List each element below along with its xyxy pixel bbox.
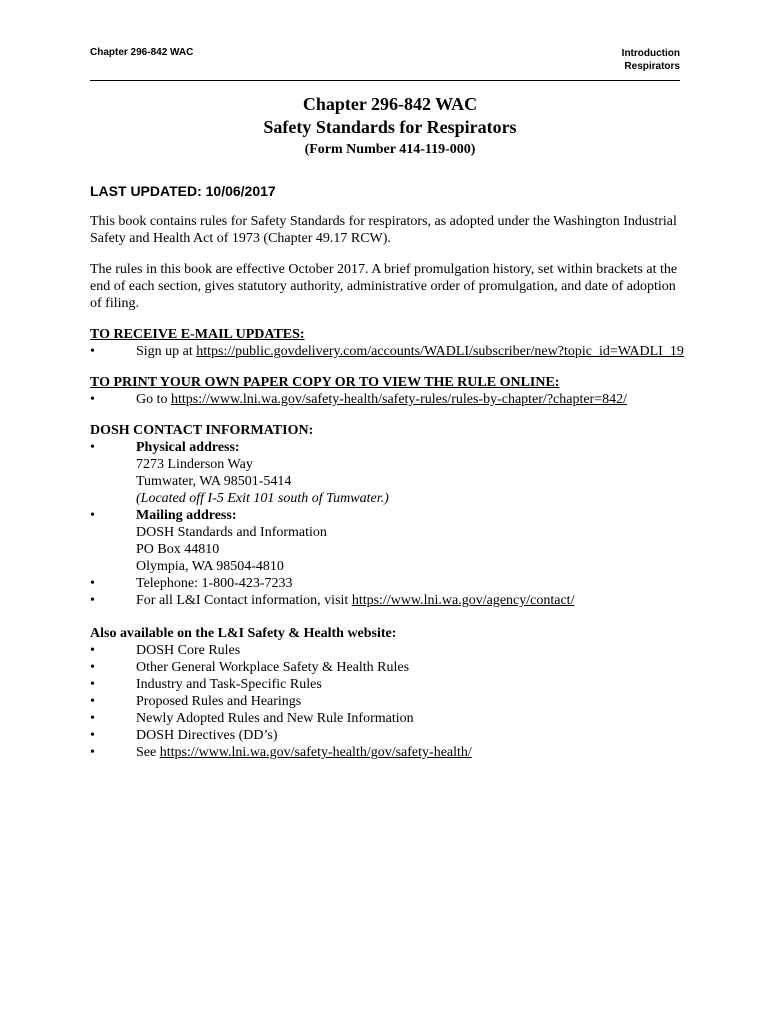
email-list (90, 343, 690, 360)
header-section-label: Introduction (621, 48, 680, 59)
print-list (90, 391, 690, 408)
physical-address-city: Tumwater, WA 98501-5414 (136, 474, 292, 489)
also-available-list (90, 642, 690, 761)
available-item: Newly Adopted Rules and New Rule Information (136, 711, 414, 726)
physical-address-street: 7273 Linderson Way (136, 457, 253, 472)
available-item: DOSH Directives (DD’s) (136, 728, 278, 743)
title-block (90, 93, 690, 159)
bullet-icon: • (90, 576, 95, 591)
bullet-icon: • (90, 392, 95, 407)
agency-contact-link[interactable]: https://www.lni.wa.gov/agency/contact/ (351, 593, 575, 608)
list-item (90, 343, 690, 360)
also-available-heading: Also available on the L&I Safety & Health website: (90, 626, 397, 641)
email-updates-heading: TO RECEIVE E-MAIL UPDATES: (90, 327, 305, 342)
list-item (90, 727, 690, 744)
bullet-icon: • (90, 344, 95, 359)
header-divider (90, 80, 680, 81)
list-item (90, 391, 690, 408)
bullet-icon: • (90, 508, 95, 523)
list-item (90, 744, 690, 761)
physical-address-label: Physical address: (136, 440, 240, 455)
bullet-icon: • (90, 694, 95, 709)
mailing-address-city: Olympia, WA 98504-4810 (136, 559, 284, 574)
header-topic-label: Respirators (624, 61, 680, 72)
available-item: Industry and Task-Specific Rules (136, 677, 322, 692)
running-header-right (622, 47, 680, 73)
list-item (90, 693, 690, 710)
intro-paragraph-1: This book contains rules for Safety Standards for respirators, as adopted under the Washington Industrial Safety and Health Act of 1973 (Chapter 49.17 RCW). (90, 214, 677, 246)
bullet-icon: • (90, 728, 95, 743)
available-item: Other General Workplace Safety & Health Rules (136, 660, 410, 675)
available-item: Proposed Rules and Hearings (136, 694, 302, 709)
contact-heading: DOSH CONTACT INFORMATION: (90, 423, 314, 438)
contact-info-prefix: For all L&I Contact information, visit (136, 593, 352, 608)
telephone-text: Telephone: 1-800-423-7233 (136, 576, 293, 591)
list-item (90, 676, 690, 693)
bullet-icon: • (90, 440, 95, 455)
safety-health-link[interactable]: https://www.lni.wa.gov/safety-health/gov/safety-health/ (159, 745, 472, 760)
last-updated: LAST UPDATED: 10/06/2017 (90, 183, 276, 199)
list-item (90, 659, 690, 676)
bullet-icon: • (90, 660, 95, 675)
intro-paragraph-2: The rules in this book are effective October 2017. A brief promulgation history, set within brackets at the end of each section, gives statutory authority, administrative order of promulgation, and date of adoption of filing. (90, 262, 678, 311)
list-item-contact-info (90, 592, 690, 609)
document-body (90, 93, 690, 761)
chapter-title: Chapter 296-842 WAC (302, 94, 478, 114)
list-item (90, 642, 690, 659)
list-item (90, 710, 690, 727)
signup-prefix: Sign up at (136, 344, 197, 359)
physical-address-note: (Located off I-5 Exit 101 south of Tumwater.) (136, 491, 389, 506)
form-number: (Form Number 414-119-000) (304, 142, 476, 157)
contact-list (90, 439, 690, 609)
list-item-telephone (90, 575, 690, 592)
bullet-icon: • (90, 643, 95, 658)
rules-by-chapter-link[interactable]: https://www.lni.wa.gov/safety-health/safety-rules/rules-by-chapter/?chapter=842/ (171, 392, 628, 407)
mailing-address-pobox: PO Box 44810 (136, 542, 220, 557)
bullet-icon: • (90, 745, 95, 760)
mailing-address-label: Mailing address: (136, 508, 237, 523)
govdelivery-link[interactable]: https://public.govdelivery.com/accounts/WADLI/subscriber/new?topic_id=WADLI_19 (196, 344, 684, 359)
available-item: DOSH Core Rules (136, 643, 241, 658)
bullet-icon: • (90, 711, 95, 726)
bullet-icon: • (90, 677, 95, 692)
bullet-icon: • (90, 593, 95, 608)
list-item-physical-address (90, 439, 690, 507)
goto-prefix: Go to (136, 392, 171, 407)
print-copy-heading: TO PRINT YOUR OWN PAPER COPY OR TO VIEW THE RULE ONLINE: (90, 375, 560, 390)
running-header-left: Chapter 296-842 WAC (90, 47, 194, 58)
see-prefix: See (136, 745, 160, 760)
mailing-address-org: DOSH Standards and Information (136, 525, 327, 540)
list-item-mailing-address (90, 507, 690, 575)
document-title: Safety Standards for Respirators (263, 117, 517, 137)
